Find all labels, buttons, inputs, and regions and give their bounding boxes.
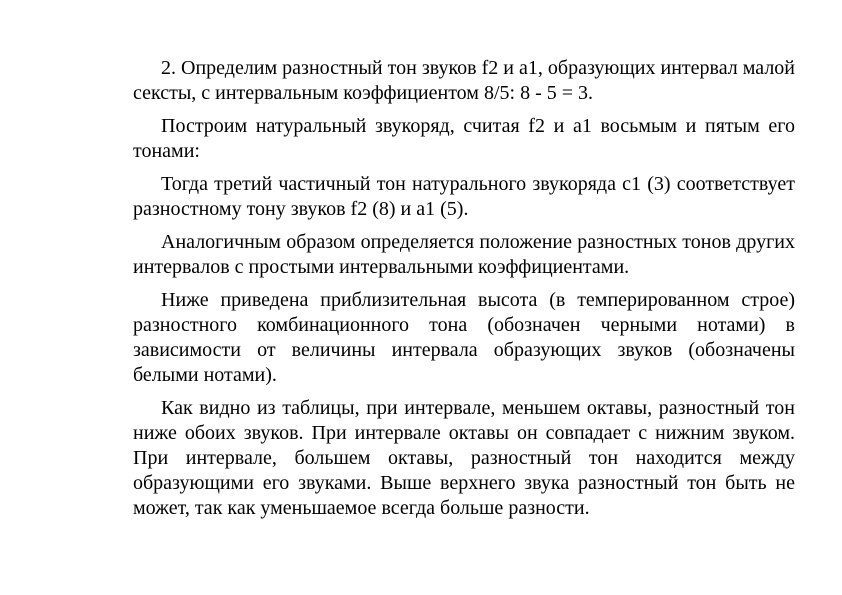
paragraph-difference-tone-f2-a1: 2. Определим разностный тон звуков f2 и a1, образующих интервал малой сексты, с интервальным коэффициентом 8/5: 8 - 5 = 3. [133,57,795,104]
paragraph-other-intervals: Аналогичным образом определяется положение разностных тонов других интервалов с простыми интервальными коэффициентами. [133,231,795,278]
document-page [133,56,795,529]
paragraph-approximate-pitch: Ниже приведена приблизительная высота (в темперированном строе) разностного комбинационного тона (обозначен черными нотами) в зависимости от величины интервала образующих звуков (обозначены белыми нотами). [133,289,795,386]
paragraph-third-partial: Тогда третий частичный тон натурального звукоряда c1 (3) соответствует разностному тону звуков f2 (8) и a1 (5). [133,173,795,220]
paragraph-table-conclusion: Как видно из таблицы, при интервале, меньшем октавы, разностный тон ниже обоих звуков. При интервале октавы он совпадает с нижним звуком. При интервале, большем октавы, разностный тон находится между образующими его звуками. Выше верхнего звука разностный тон быть не может, так как уменьшаемое всегда больше разности. [133,397,795,519]
paragraph-natural-scale: Построим натуральный звукоряд, считая f2 и a1 восьмым и пятым его тонами: [133,115,795,162]
